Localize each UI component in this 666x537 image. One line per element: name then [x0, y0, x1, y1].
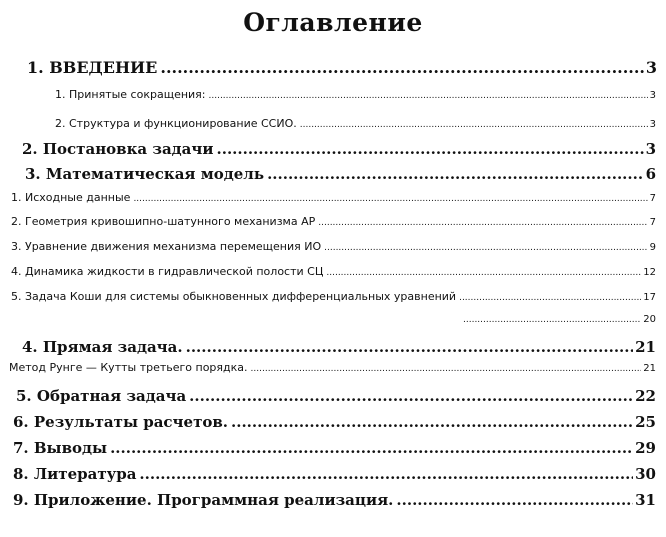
toc-entry-label: 9. Приложение. Программная реализация. — [13, 491, 394, 509]
toc-leader-dots — [463, 315, 641, 325]
toc-leader-dots — [186, 338, 634, 356]
toc-entry-abbreviations — [55, 88, 656, 101]
toc-entry-label: 4. Динамика жидкости в гидравлической полости СЦ — [11, 265, 324, 278]
toc-entry-label: 1. Исходные данные — [11, 191, 131, 204]
toc-entry-label: 2. Структура и функционирование ССИО. — [55, 117, 297, 130]
toc-entry-page: 31 — [635, 491, 656, 509]
toc-entry-page: 22 — [635, 387, 656, 405]
toc-leader-dots — [318, 218, 647, 228]
toc-entry-label: 7. Выводы — [13, 439, 108, 457]
toc-entry-math-model — [25, 165, 656, 183]
toc-entry-label: 5. Обратная задача — [16, 387, 187, 405]
toc-entry-label: 2. Постановка задачи — [22, 140, 214, 158]
toc-entry-introduction — [27, 58, 657, 77]
toc-entry-page: 9 — [649, 242, 656, 253]
toc-leader-dots — [324, 243, 648, 253]
toc-entry-appendix — [13, 491, 656, 509]
toc-entry-page: 20 — [643, 314, 656, 325]
toc-leader-dots — [133, 194, 647, 204]
toc-leader-dots — [326, 268, 641, 278]
toc-title: Оглавление — [243, 8, 423, 37]
toc-entry-inverse-problem — [16, 387, 656, 405]
toc-entry-label: 6. Результаты расчетов. — [13, 413, 229, 431]
toc-entry-label: 4. Прямая задача. — [22, 338, 183, 356]
toc-leader-dots — [139, 465, 633, 483]
toc-entry-page: 3 — [649, 90, 656, 101]
toc-entry-conclusions — [13, 439, 656, 457]
toc-leader-dots — [160, 58, 643, 77]
toc-entry-label: 8. Литература — [13, 465, 137, 483]
toc-leader-dots — [300, 120, 648, 130]
toc-entry-structure — [55, 117, 656, 130]
toc-entry-label: 3. Математическая модель — [25, 165, 265, 183]
toc-leader-dots — [459, 293, 641, 303]
toc-entry-direct-problem — [22, 338, 656, 356]
toc-entry-page: 7 — [649, 217, 656, 228]
toc-entry-references — [13, 465, 656, 483]
toc-entry-geometry — [11, 215, 656, 228]
toc-entry-page: 12 — [643, 267, 656, 278]
toc-entry-page: 25 — [635, 413, 656, 431]
toc-entry-problem-statement — [22, 140, 656, 158]
toc-entry-fluid-dynamics — [11, 265, 656, 278]
toc-entry-results — [13, 413, 656, 431]
toc-entry-page: 3 — [645, 58, 657, 77]
toc-leader-dots — [396, 491, 633, 509]
toc-entry-label: 2. Геометрия кривошипно-шатунного механизма АР — [11, 215, 316, 228]
toc-entry-label: Метод Рунге — Кутты третьего порядка. — [9, 361, 248, 374]
toc-entry-initial-data — [11, 191, 656, 204]
toc-entry-page: 21 — [635, 338, 656, 356]
toc-entry-label: 1. ВВЕДЕНИЕ — [27, 58, 158, 77]
toc-leader-dots — [231, 413, 633, 431]
toc-entry-page: 29 — [635, 439, 656, 457]
toc-entry-page: 21 — [643, 363, 656, 374]
toc-entry-page: 6 — [645, 165, 656, 183]
toc-entry-page: 7 — [649, 193, 656, 204]
toc-leader-dots — [209, 91, 648, 101]
toc-leader-dots — [189, 387, 633, 405]
toc-leader-dots — [110, 439, 633, 457]
toc-leader-dots — [267, 165, 644, 183]
toc-entry-page: 3 — [649, 119, 656, 130]
toc-entry-cauchy-continuation — [460, 314, 656, 325]
toc-entry-page: 17 — [643, 292, 656, 303]
toc-entry-page: 3 — [645, 140, 656, 158]
toc-leader-dots — [251, 364, 642, 374]
toc-entry-label: 5. Задача Коши для системы обыкновенных дифференциальных уравнений — [11, 290, 457, 303]
toc-entry-label: 1. Принятые сокращения: — [55, 88, 206, 101]
toc-entry-motion-equation — [11, 240, 656, 253]
toc-entry-page: 30 — [635, 465, 656, 483]
toc-entry-cauchy-problem — [11, 290, 656, 303]
toc-entry-runge-kutta — [9, 361, 656, 374]
toc-leader-dots — [217, 140, 644, 158]
toc-entry-label: 3. Уравнение движения механизма перемещения ИО — [11, 240, 322, 253]
